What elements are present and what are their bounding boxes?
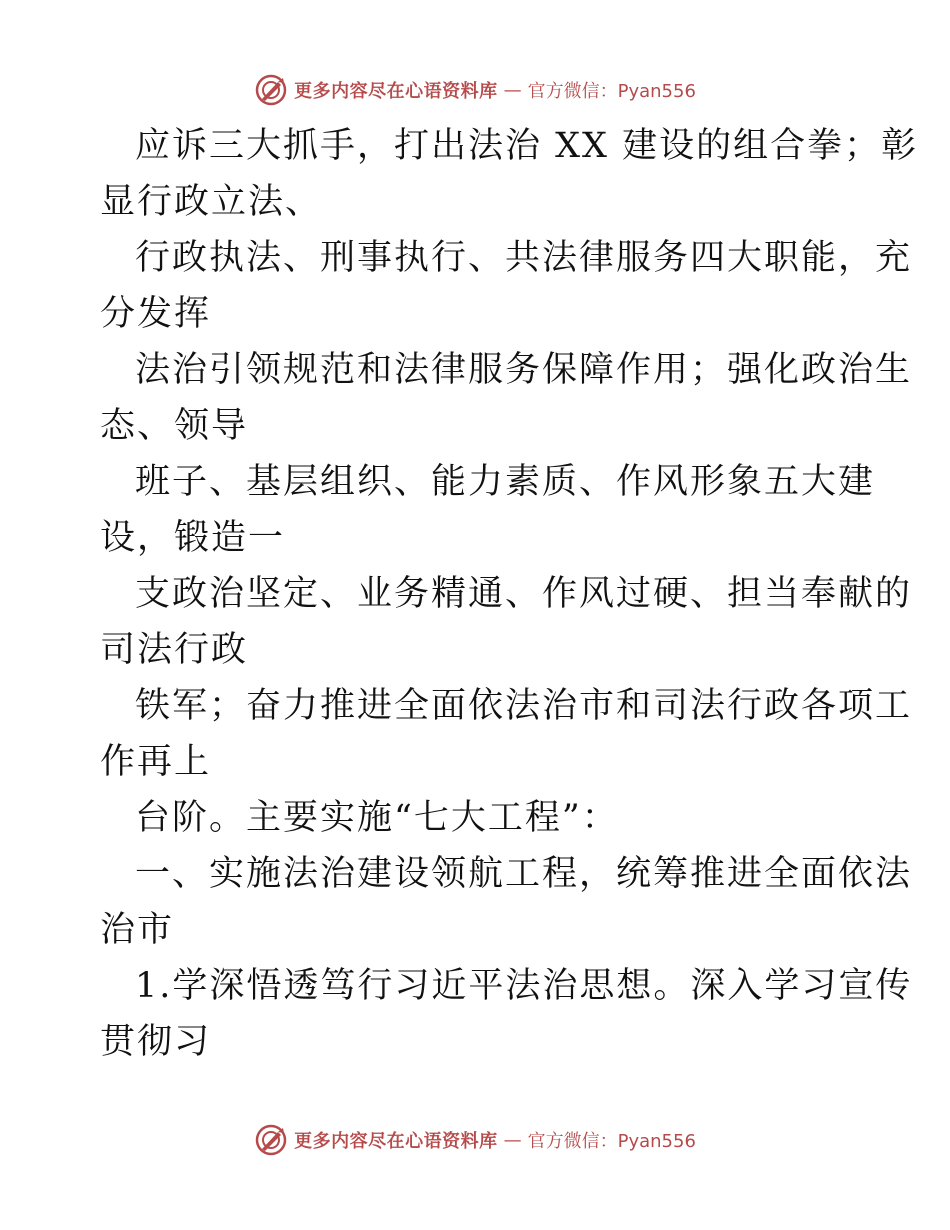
text-line: 分发挥 <box>100 294 212 334</box>
text-line: 司法行政 <box>100 630 249 670</box>
text-line: 显行政立法、 <box>100 182 323 222</box>
text-line: 支政治坚定、业务精通、作风过硬、担当奉献的 <box>135 574 913 614</box>
text-line: 贯彻习 <box>100 1022 212 1062</box>
text-line: 治市 <box>100 910 175 950</box>
header-brand-text: 更多内容尽在心语资料库 <box>294 81 498 102</box>
text-line: 行政执法、刑事执行、共法律服务四大职能，充 <box>135 238 913 278</box>
text-line: 班子、基层组织、能力素质、作风形象五大建 <box>135 462 876 502</box>
footer-brand-text: 更多内容尽在心语资料库 <box>294 1131 498 1152</box>
text-line: 台阶。主要实施“七大工程”： <box>135 798 619 838</box>
text-line: 1.学深悟透笃行习近平法治思想。深入学习宣传 <box>135 966 913 1006</box>
text-line: 铁军；奋力推进全面依法治市和司法行政各项工 <box>135 686 913 726</box>
footer-dash: — <box>503 1129 522 1151</box>
brand-logo-icon <box>254 1123 288 1157</box>
text-line: 法治引领规范和法律服务保障作用；强化政治生 <box>135 350 913 390</box>
brand-logo-icon <box>254 73 288 107</box>
text-line: 设，锻造一 <box>100 518 286 558</box>
text-line: 作再上 <box>100 742 212 782</box>
header-dash: — <box>503 79 522 101</box>
text-line: 一、实施法治建设领航工程，统筹推进全面依法 <box>135 854 913 894</box>
footer-watermark <box>0 1120 950 1160</box>
header-watermark <box>0 70 950 110</box>
footer-contact-text: 官方微信：Pyan556 <box>527 1131 696 1152</box>
text-line: 应诉三大抓手，打出法治 XX 建设的组合拳；彰 <box>135 126 919 166</box>
header-contact-text: 官方微信：Pyan556 <box>527 81 696 102</box>
document-body <box>100 118 919 1070</box>
text-line: 态、领导 <box>100 406 249 446</box>
